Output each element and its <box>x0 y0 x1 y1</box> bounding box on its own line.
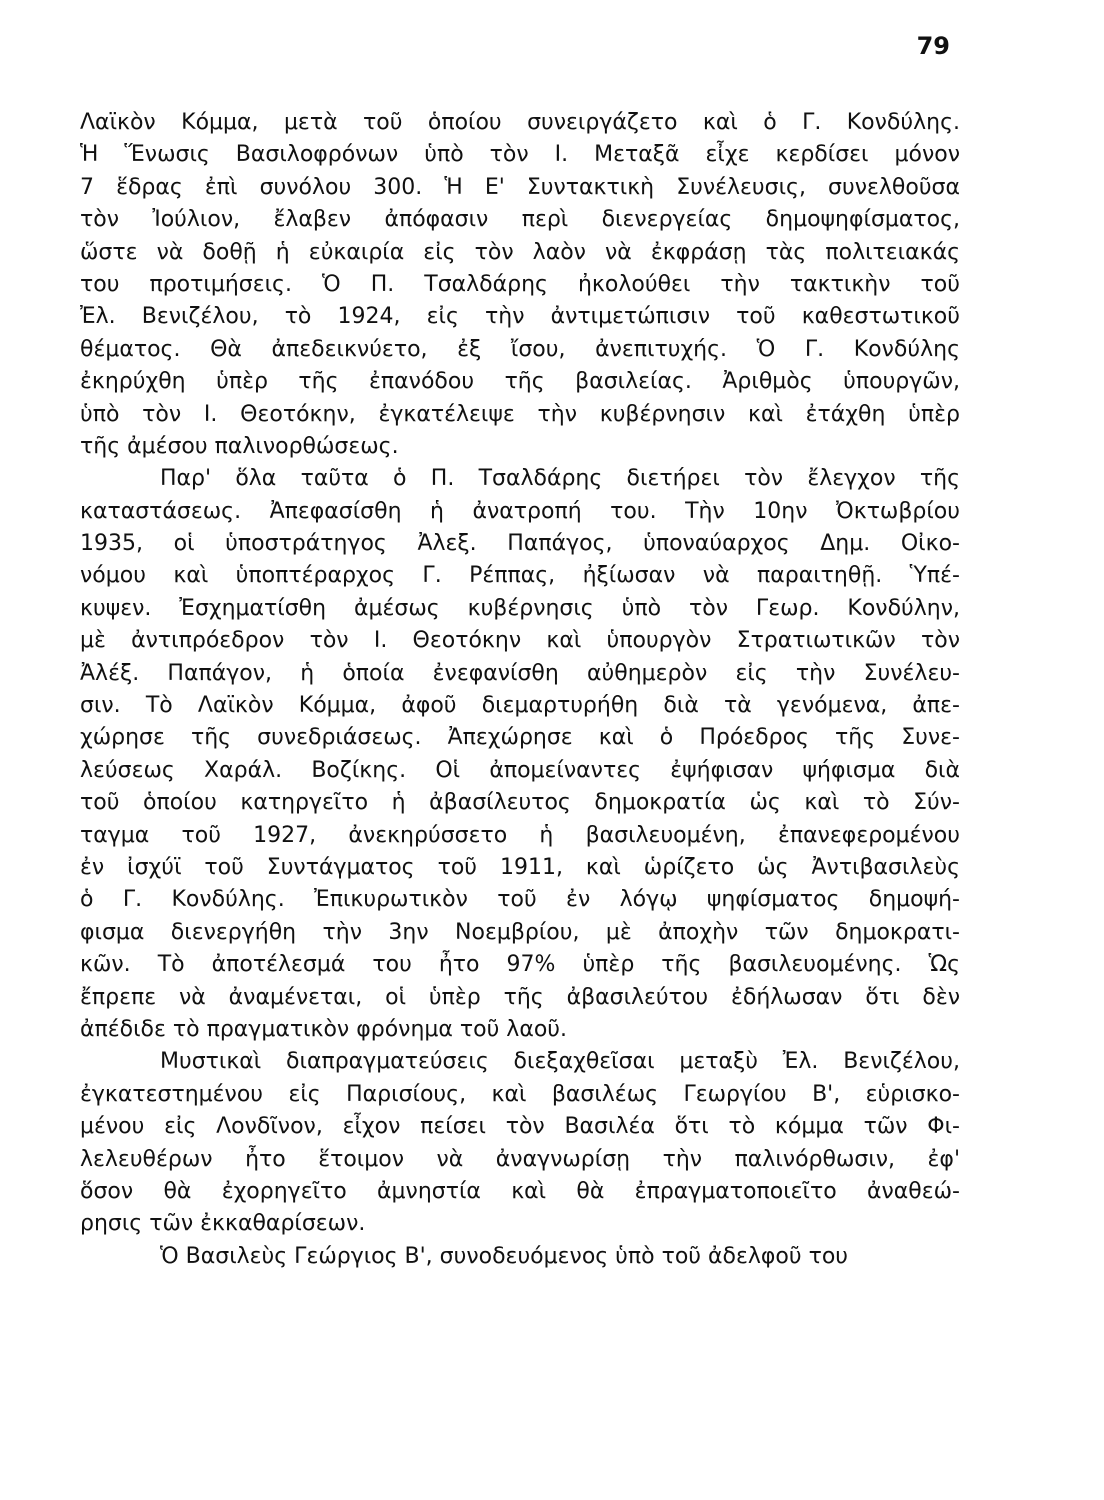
text-line: σιν. Τὸ Λαϊκὸν Κόμμα, ἀφοῦ διεμαρτυρήθη διὰ τὰ γενόμενα, ἀπε- <box>80 693 960 719</box>
text-line: ἔπρεπε νὰ ἀναμένεται, οἱ ὑπὲρ τῆς ἀβασιλεύτου ἐδήλωσαν ὅτι δὲν <box>80 984 960 1010</box>
text-line: χώρησε τῆς συνεδριάσεως. Ἀπεχώρησε καὶ ὁ Πρόεδρος τῆς Συνε- <box>80 725 960 751</box>
text-line: θέματος. Θὰ ἀπεδεικνύετο, ἐξ ἴσου, ἀνεπιτυχής. Ὁ Γ. Κονδύλης <box>80 336 960 362</box>
text-line: Ἐλ. Βενιζέλου, τὸ 1924, εἰς τὴν ἀντιμετώπισιν τοῦ καθεστωτικοῦ <box>80 304 960 330</box>
page-number: 79 <box>916 32 950 60</box>
text-line: ὁ Γ. Κονδύλης. Ἐπικυρωτικὸν τοῦ ἐν λόγῳ ψηφίσματος δημοψή- <box>80 887 960 913</box>
text-line: ἀπέδιδε τὸ πραγματικὸν φρόνημα τοῦ λαοῦ. <box>80 1016 568 1042</box>
text-line: Ἡ Ἕνωσις Βασιλοφρόνων ὑπὸ τὸν Ι. Μεταξᾶ εἶχε κερδίσει μόνον <box>80 142 960 168</box>
text-line: τὸν Ἰούλιον, ἔλαβεν ἀπόφασιν περὶ διενεργείας δημοψηφίσματος, <box>80 207 960 233</box>
text-line: ἐκηρύχθη ὑπὲρ τῆς ἐπανόδου τῆς βασιλείας. Ἀριθμὸς ὑπουργῶν, <box>80 369 960 395</box>
text-line: ὥστε νὰ δοθῇ ἡ εὐκαιρία εἰς τὸν λαὸν νὰ ἐκφράσῃ τὰς πολιτειακάς <box>80 239 960 265</box>
text-line: τῆς ἀμέσου παλινορθώσεως. <box>80 433 399 459</box>
text-line: μένου εἰς Λονδῖνον, εἶχον πείσει τὸν Βασιλέα ὅτι τὸ κόμμα τῶν Φι- <box>80 1114 960 1140</box>
text-line: ταγμα τοῦ 1927, ἀνεκηρύσσετο ἡ βασιλευομένη, ἐπανεφερομένου <box>80 822 960 848</box>
text-line: καταστάσεως. Ἀπεφασίσθη ἡ ἀνατροπή του. Τὴν 10ην Ὀκτωβρίου <box>80 498 960 524</box>
text-line: του προτιμήσεις. Ὁ Π. Τσαλδάρης ἠκολούθει τὴν τακτικὴν τοῦ <box>80 271 960 297</box>
text-line: 1935, οἱ ὑποστράτηγος Ἀλεξ. Παπάγος, ὑποναύαρχος Δημ. Οἰκο- <box>80 531 960 557</box>
text-line: Ἀλέξ. Παπάγον, ἡ ὁποία ἐνεφανίσθη αὐθημερὸν εἰς τὴν Συνέλευ- <box>80 660 960 686</box>
text-line: κυψεν. Ἐσχηματίσθη ἀμέσως κυβέρνησις ὑπὸ τὸν Γεωρ. Κονδύλην, <box>80 595 960 621</box>
text-line: ρησις τῶν ἐκκαθαρίσεων. <box>80 1211 366 1237</box>
text-line: κῶν. Τὸ ἀποτέλεσμά του ἦτο 97% ὑπὲρ τῆς βασιλευομένης. Ὡς <box>80 952 960 978</box>
text-line: τοῦ ὁποίου κατηργεῖτο ἡ ἀβασίλευτος δημοκρατία ὡς καὶ τὸ Σύν- <box>80 790 960 816</box>
paragraph <box>80 463 960 1046</box>
text-line: Μυστικαὶ διαπραγματεύσεις διεξαχθεῖσαι μεταξὺ Ἐλ. Βενιζέλου, <box>160 1049 960 1075</box>
text-line: μὲ ἀντιπρόεδρον τὸν Ι. Θεοτόκην καὶ ὑπουργὸν Στρατιωτικῶν τὸν <box>80 628 960 654</box>
paragraph <box>80 1046 960 1240</box>
paragraph <box>80 107 960 463</box>
text-line: ἐγκατεστημένου εἰς Παρισίους, καὶ βασιλέως Γεωργίου Β', εὑρισκο- <box>80 1081 960 1107</box>
text-line: λεύσεως Χαράλ. Βοζίκης. Οἱ ἀπομείναντες ἐψήφισαν ψήφισμα διὰ <box>80 757 960 783</box>
text-line: Παρ' ὅλα ταῦτα ὁ Π. Τσαλδάρης διετήρει τὸν ἔλεγχον τῆς <box>160 466 960 492</box>
text-line: Λαϊκὸν Κόμμα, μετὰ τοῦ ὁποίου συνειργάζετο καὶ ὁ Γ. Κονδύλης. <box>80 110 960 135</box>
text-line: νόμου καὶ ὑποπτέραρχος Γ. Ρέππας, ἠξίωσαν νὰ παραιτηθῇ. Ὑπέ- <box>80 563 960 589</box>
text-line: ὑπὸ τὸν Ι. Θεοτόκην, ἐγκατέλειψε τὴν κυβέρνησιν καὶ ἐτάχθη ὑπὲρ <box>80 401 960 427</box>
paragraph <box>80 1241 960 1273</box>
text-body <box>80 107 960 1273</box>
text-line: ἐν ἰσχύϊ τοῦ Συντάγματος τοῦ 1911, καὶ ὡρίζετο ὡς Ἀντιβασιλεὺς <box>80 854 960 880</box>
text-line: Ὁ Βασιλεὺς Γεώργιος Β', συνοδευόμενος ὑπὸ τοῦ ἀδελφοῦ του <box>160 1243 849 1269</box>
text-line: ὅσον θὰ ἐχορηγεῖτο ἀμνηστία καὶ θὰ ἐπραγματοποιεῖτο ἀναθεώ- <box>80 1178 960 1204</box>
text-line: 7 ἕδρας ἐπὶ συνόλου 300. Ἡ Ε' Συντακτικὴ Συνέλευσις, συνελθοῦσα <box>80 174 960 200</box>
text-line: φισμα διενεργήθη τὴν 3ην Νοεμβρίου, μὲ ἀποχὴν τῶν δημοκρατι- <box>80 919 960 945</box>
text-line: λελευθέρων ἦτο ἕτοιμον νὰ ἀναγνωρίσῃ τὴν παλινόρθωσιν, ἐφ' <box>80 1146 960 1172</box>
